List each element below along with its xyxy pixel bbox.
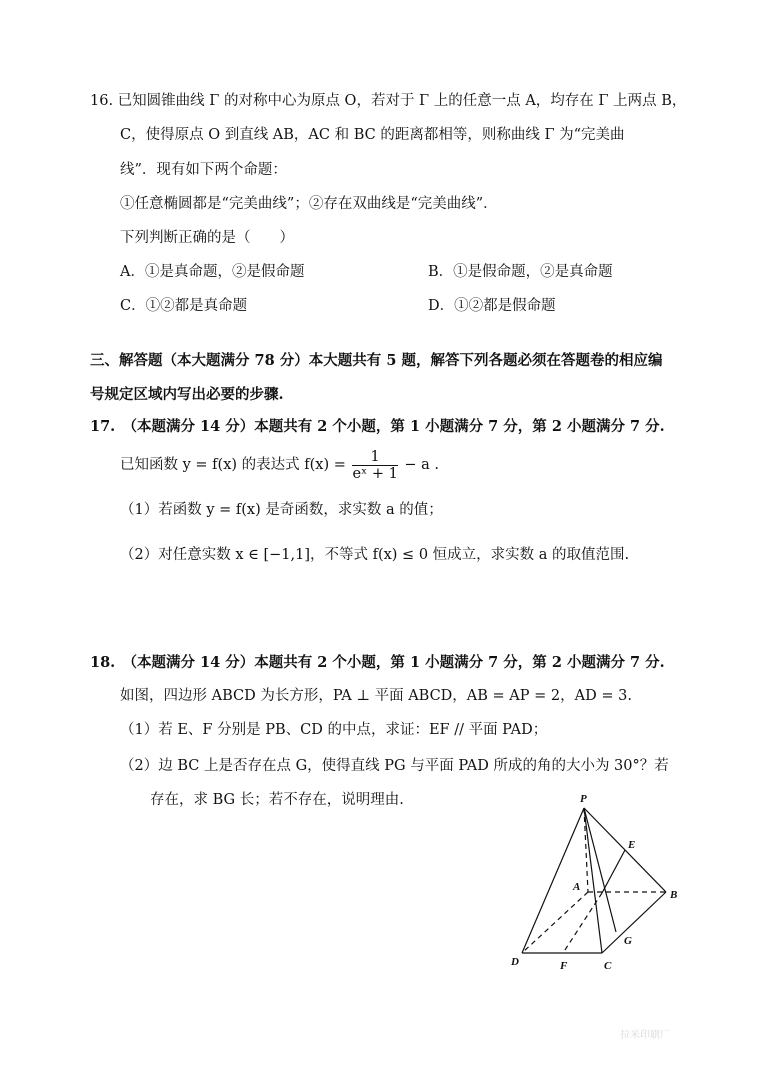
edge-AD-hidden bbox=[522, 892, 588, 953]
edge-PC bbox=[584, 808, 602, 953]
q16-line-4: ①任意椭圆都是“完美曲线”；②存在双曲线是“完美曲线”． bbox=[120, 196, 498, 212]
q18-part-1: （1）若 E、F 分别是 PB、CD 的中点，求证：EF // 平面 PAD； bbox=[120, 722, 548, 738]
q16-line-1: 16. 已知圆锥曲线 Γ 的对称中心为原点 O，若对于 Γ 上的任意一点 A，均存在 Γ 上两点 B， bbox=[90, 93, 687, 109]
label-F: F bbox=[560, 960, 568, 972]
q17-fraction-numerator: 1 bbox=[352, 449, 397, 466]
q17-stem bbox=[120, 448, 439, 482]
q17-part-2: （2）对任意实数 x ∈ [−1,1]，不等式 f(x) ≤ 0 恒成立，求实数 a 的取值范围. bbox=[120, 547, 630, 563]
label-D: D bbox=[511, 956, 519, 968]
q16-line-2: C，使得原点 O 到直线 AB，AC 和 BC 的距离都相等，则称曲线 Γ 为“完美曲 bbox=[120, 127, 625, 143]
q16-line-3: 线”．现有如下两个命题： bbox=[120, 162, 287, 178]
q17-stem-pre: 已知函数 y = f(x) 的表达式 f(x) = bbox=[120, 457, 346, 473]
label-C: C bbox=[604, 960, 612, 972]
label-A: A bbox=[573, 881, 581, 893]
pyramid-figure bbox=[500, 788, 700, 983]
watermark: 拉米印刷厂 bbox=[620, 1030, 670, 1041]
q16-option-c: C．①②都是真命题 bbox=[120, 298, 248, 314]
label-G: G bbox=[624, 935, 632, 947]
q18-part-2-line-1: （2）边 BC 上是否存在点 G，使得直线 PG 与平面 PAD 所成的角的大小为 30°？若 bbox=[120, 758, 669, 774]
section3-heading-line-1: 三、解答题（本大题满分 78 分）本大题共有 5 题，解答下列各题必须在答题卷的相应编 bbox=[90, 352, 663, 369]
segment-EF-hidden bbox=[563, 893, 602, 953]
q17-stem-post: − a . bbox=[404, 457, 440, 473]
q17-fraction bbox=[352, 449, 397, 482]
segment-PG bbox=[584, 808, 616, 932]
q18-stem: 如图，四边形 ABCD 为长方形，PA ⊥ 平面 ABCD，AB = AP = 2，AD = 3. bbox=[120, 688, 632, 704]
label-B: B bbox=[670, 889, 678, 901]
edge-CB bbox=[602, 892, 666, 953]
q16-line-5: 下列判断正确的是（ ） bbox=[120, 230, 294, 246]
q16-option-d: D．①②都是假命题 bbox=[428, 298, 556, 314]
q17-header: 17. （本题满分 14 分）本题共有 2 个小题，第 1 小题满分 7 分，第 2 小题满分 7 分. bbox=[90, 418, 665, 435]
label-P: P bbox=[580, 793, 587, 805]
q17-part-1: （1）若函数 y = f(x) 是奇函数，求实数 a 的值； bbox=[120, 502, 443, 518]
segment-EF-visible bbox=[602, 850, 625, 893]
label-E: E bbox=[628, 839, 636, 851]
q18-part-2-line-2: 存在，求 BG 长；若不存在，说明理由. bbox=[150, 792, 404, 808]
section3-heading-line-2: 号规定区域内写出必要的步骤. bbox=[90, 386, 284, 403]
q17-fraction-denominator: eˣ + 1 bbox=[352, 465, 398, 482]
q16-option-a: A．①是真命题，②是假命题 bbox=[120, 264, 305, 280]
q16-option-b: B．①是假命题，②是真命题 bbox=[428, 264, 613, 280]
q18-header: 18. （本题满分 14 分）本题共有 2 个小题，第 1 小题满分 7 分，第 2 小题满分 7 分. bbox=[90, 654, 665, 671]
